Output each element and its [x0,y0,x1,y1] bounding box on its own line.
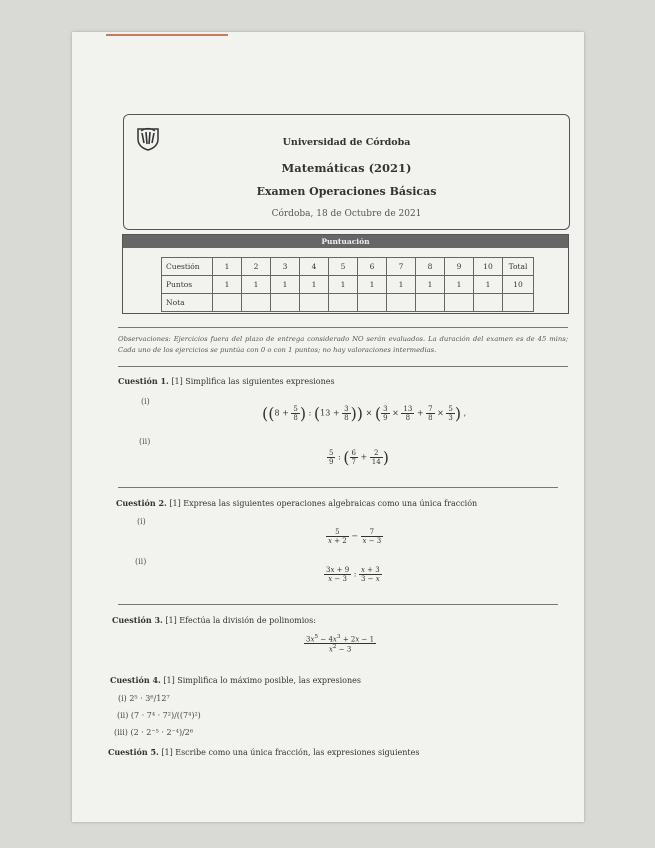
table-cell: 1 [358,276,387,294]
table-cell: 9 [445,258,474,276]
question-5 [108,747,419,757]
table-cell: 10 [503,276,534,294]
expression-q1-ii: $\frac{5}{9}$ : ( $\frac{6}{7}$ + $\frac{2}{14}$ ) [329,448,389,467]
score-heading: Puntuación [123,235,568,248]
question-2 [116,498,477,508]
table-cell: 1 [474,276,503,294]
question-label: Cuestión 2. [116,498,167,508]
row-label: Cuestión [162,258,213,276]
grade-cell[interactable] [474,294,503,312]
question-3 [112,615,316,625]
table-row [162,294,534,312]
grade-cell[interactable] [300,294,329,312]
question-text: [1] Expresa las siguientes operaciones algebraicas como una única fracción [169,499,478,508]
exam-date: Córdoba, 18 de Octubre de 2021 [271,209,422,219]
table-cell: 8 [416,258,445,276]
divider [118,327,568,328]
page-edge-mark [106,34,228,36]
expression-q2-i: $\frac{5}{x + 2}$ − $\frac{7}{x - 3}$ [328,528,382,545]
grade-cell[interactable] [358,294,387,312]
expression-q4-ii: (ii) (7 · 7⁴ · 7²)/((7⁴)²) [117,711,201,720]
grade-cell[interactable] [416,294,445,312]
expression-q3: $\frac{3x^5 - 4x^3 + 2x - 1}{x^2 - 3}$ [306,634,375,654]
table-cell: 5 [329,258,358,276]
grade-cell[interactable] [329,294,358,312]
question-text: [1] Escribe como una única fracción, las expresiones siguientes [161,748,420,757]
question-text: [1] Simplifica las siguientes expresiones [171,377,335,386]
divider [118,487,558,488]
table-cell: 1 [387,276,416,294]
table-cell: 4 [300,258,329,276]
table-cell: 10 [474,258,503,276]
grade-cell[interactable] [445,294,474,312]
grade-cell[interactable] [242,294,271,312]
divider [118,604,558,605]
expression-q2-ii: $\frac{3x + 9}{x - 3}$ : $\frac{x + 3}{3 - x}$ [326,566,380,583]
table-cell: 1 [329,276,358,294]
score-panel [122,234,569,314]
exam-subtitle: Examen Operaciones Básicas [256,185,437,198]
question-text: [1] Efectúa la división de polinomios: [165,616,316,625]
question-label: Cuestión 5. [108,747,159,757]
observations-note: Observaciones: Ejercicios fuera del plazo de entrega considerado NO serán evaluados. La duración del examen es de 45 mins; Cada uno de los ejercicios se puntúa con 0 o con 1 puntos; no hay valoraciones intermedias. [118,335,568,354]
table-cell: 6 [358,258,387,276]
question-4 [110,675,361,685]
row-label: Puntos [162,276,213,294]
question-1 [118,376,335,386]
score-table [161,257,534,312]
table-row [162,258,534,276]
item-label: (i) [141,397,150,406]
question-label: Cuestión 4. [110,675,161,685]
question-label: Cuestión 1. [118,376,169,386]
table-cell: Total [503,258,534,276]
divider [118,366,568,367]
table-cell: 2 [242,258,271,276]
table-cell: 1 [300,276,329,294]
item-label: (i) [137,517,146,526]
question-text: [1] Simplifica lo máximo posible, las expresiones [163,676,361,685]
exam-header [123,114,570,230]
university-name: Universidad de Córdoba [282,137,411,148]
grade-cell[interactable] [213,294,242,312]
table-cell: 1 [213,276,242,294]
table-cell: 3 [271,258,300,276]
exam-title: Matemáticas (2021) [281,161,412,175]
expression-q1-i: ((8 + $\frac{5}{8}$ ) : (13 + $\frac{3}{8}$ )) × ( $\frac{3}{9}$ × $\frac{13}{8}$ + $\frac{7}{8}$ × $\frac{5}{3}$ ) , [262,404,467,423]
expression-q4-i: (i) 2⁵ · 3⁶/12⁷ [118,694,170,703]
question-label: Cuestión 3. [112,615,163,625]
table-cell: 1 [213,258,242,276]
table-cell: 1 [271,276,300,294]
table-cell: 7 [387,258,416,276]
table-cell: 1 [416,276,445,294]
expression-q4-iii: (iii) (2 · 2⁻⁵ · 2⁻⁴)/2⁶ [114,728,194,737]
item-label: (ii) [139,437,151,446]
table-row [162,276,534,294]
item-label: (ii) [135,557,147,566]
grade-cell[interactable] [271,294,300,312]
grade-cell[interactable] [387,294,416,312]
grade-cell[interactable] [503,294,534,312]
table-cell: 1 [242,276,271,294]
table-cell: 1 [445,276,474,294]
row-label: Nota [162,294,213,312]
